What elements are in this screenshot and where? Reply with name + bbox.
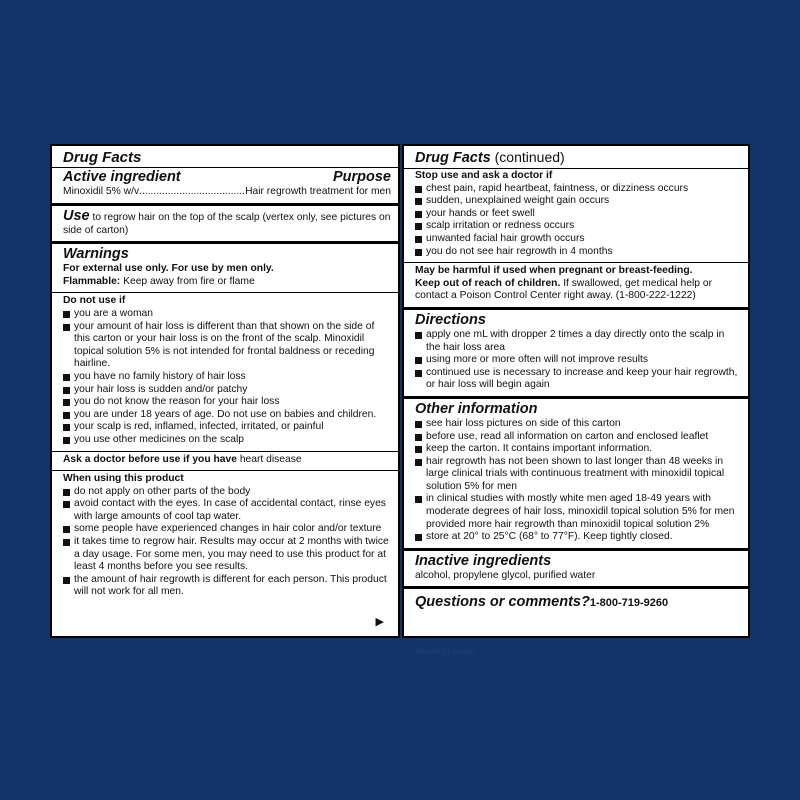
list-item: sudden, unexplained weight gain occurs — [415, 195, 741, 208]
ask-doctor-label: Ask a doctor before use if you have — [63, 453, 237, 465]
list-item: your hair loss is sudden and/or patchy — [63, 384, 391, 397]
directions-section — [404, 307, 748, 396]
list-item: continued use is necessary to increase and keep your hair regrowth, or hair loss will begin again — [415, 367, 741, 392]
use-section — [52, 203, 398, 242]
list-item: your hands or feet swell — [415, 208, 741, 221]
list-item: you are under 18 years of age. Do not use on babies and children. — [63, 409, 391, 422]
do-not-use-heading: Do not use if — [63, 295, 126, 307]
children-label: Keep out of reach of children. — [415, 277, 561, 289]
list-item: using more or more often will not improve results — [415, 354, 741, 367]
other-information-heading: Other information — [415, 400, 538, 417]
list-item: scalp irritation or redness occurs — [415, 220, 741, 233]
list-item: you do not know the reason for your hair loss — [63, 396, 391, 409]
ask-doctor-section — [52, 451, 398, 471]
inactive-ingredients-text: alcohol, propylene glycol, purified water — [415, 569, 596, 581]
stop-use-heading: Stop use and ask a doctor if — [415, 170, 553, 181]
active-ingredient-heading: Active ingredient — [63, 169, 181, 185]
use-heading: Use — [63, 207, 90, 224]
list-item: hair regrowth has not been shown to last longer than 48 weeks in large clinical trials with continuous treatment with minoxidil topical solution 5% for men — [415, 456, 741, 494]
list-item: see hair loss pictures on side of this carton — [415, 418, 741, 431]
list-item: you use other medicines on the scalp — [63, 434, 391, 447]
active-ingredient-row — [63, 186, 391, 199]
list-item: store at 20° to 25°C (68° to 77°F). Keep tightly closed. — [415, 531, 741, 544]
list-item: avoid contact with the eyes. In case of accidental contact, rinse eyes with large amounts of cool tap water. — [63, 498, 391, 523]
other-information-section — [404, 396, 748, 548]
flammable-label: Flammable: — [63, 275, 121, 287]
inactive-ingredients-section — [404, 548, 748, 587]
list-item: your scalp is red, inflamed, infected, irritated, or painful — [63, 421, 391, 434]
list-item: you do not see hair regrowth in 4 months — [415, 246, 741, 259]
ask-doctor-text: heart disease — [236, 453, 302, 465]
questions-heading: Questions or comments? — [415, 594, 590, 611]
list-item: the amount of hair regrowth is different for each person. This product will not work for all men. — [63, 574, 391, 599]
list-item: your amount of hair loss is different than that shown on the side of this carton or your hair loss is on the front of the scalp. Minoxidil topical solution 5% is not intended for frontal baldness or receding hairline. — [63, 321, 391, 371]
drug-facts-panel-left — [50, 144, 400, 638]
stop-use-section — [404, 146, 748, 262]
use-text: to regrow hair on the top of the scalp (vertex only, see pictures on side of carton) — [63, 211, 391, 236]
list-item: it takes time to regrow hair. Results may occur at 2 months with twice a day usage. For some men, you may need to use this product for at least 4 months before you see results. — [63, 536, 391, 574]
list-item: you are a woman — [63, 308, 391, 321]
active-ingredient-section — [52, 146, 398, 203]
inactive-ingredients-heading: Inactive ingredients — [415, 552, 552, 569]
flammable-text: Keep away from fire or flame — [120, 275, 255, 287]
do-not-use-section — [52, 292, 398, 450]
pregnancy-children-section — [404, 262, 748, 307]
continue-arrow-icon: ▶ — [375, 616, 384, 628]
questions-phone: 1-800-719-9260 — [589, 597, 669, 610]
warnings-heading: Warnings — [63, 246, 129, 263]
active-ingredient-purpose: Hair regrowth treatment for men — [245, 186, 391, 197]
drug-facts-title: Drug Facts — [63, 149, 142, 166]
external-use-warning: For external use only. For use by men only. — [63, 263, 274, 275]
made-in-label: Made in Israel — [416, 646, 476, 657]
active-ingredient-name: Minoxidil 5% w/v — [63, 186, 140, 197]
directions-heading: Directions — [415, 311, 486, 328]
purpose-heading: Purpose — [332, 169, 391, 185]
list-item: apply one mL with dropper 2 times a day directly onto the scalp in the hair loss area — [415, 329, 741, 354]
list-item: keep the carton. It contains important information. — [415, 443, 741, 456]
list-item: before use, read all information on carton and enclosed leaflet — [415, 431, 741, 444]
list-item: some people have experienced changes in hair color and/or texture — [63, 523, 391, 536]
pregnancy-warning: May be harmful if used when pregnant or breast-feeding. — [415, 265, 693, 277]
continued-label: (continued) — [490, 149, 565, 165]
list-item: do not apply on other parts of the body — [63, 486, 391, 499]
list-item: in clinical studies with mostly white men aged 18-49 years with moderate degrees of hair loss, minoxidil topical solution 5% for men provided more hair regrowth than minoxidil topical solution 2% — [415, 493, 741, 531]
list-item: you have no family history of hair loss — [63, 371, 391, 384]
questions-section — [404, 586, 748, 615]
children-text: If swallowed, get medical help or contact a Poison Control Center right away. (1-800-222-1222) — [415, 277, 712, 302]
when-using-heading: When using this product — [63, 473, 184, 485]
warnings-section — [52, 241, 398, 292]
list-item: chest pain, rapid heartbeat, faintness, or dizziness occurs — [415, 183, 741, 196]
list-item: unwanted facial hair growth occurs — [415, 233, 741, 246]
drug-facts-panel-right — [402, 144, 750, 638]
when-using-section — [52, 470, 398, 603]
drug-facts-title-continued: Drug Facts — [415, 150, 491, 166]
